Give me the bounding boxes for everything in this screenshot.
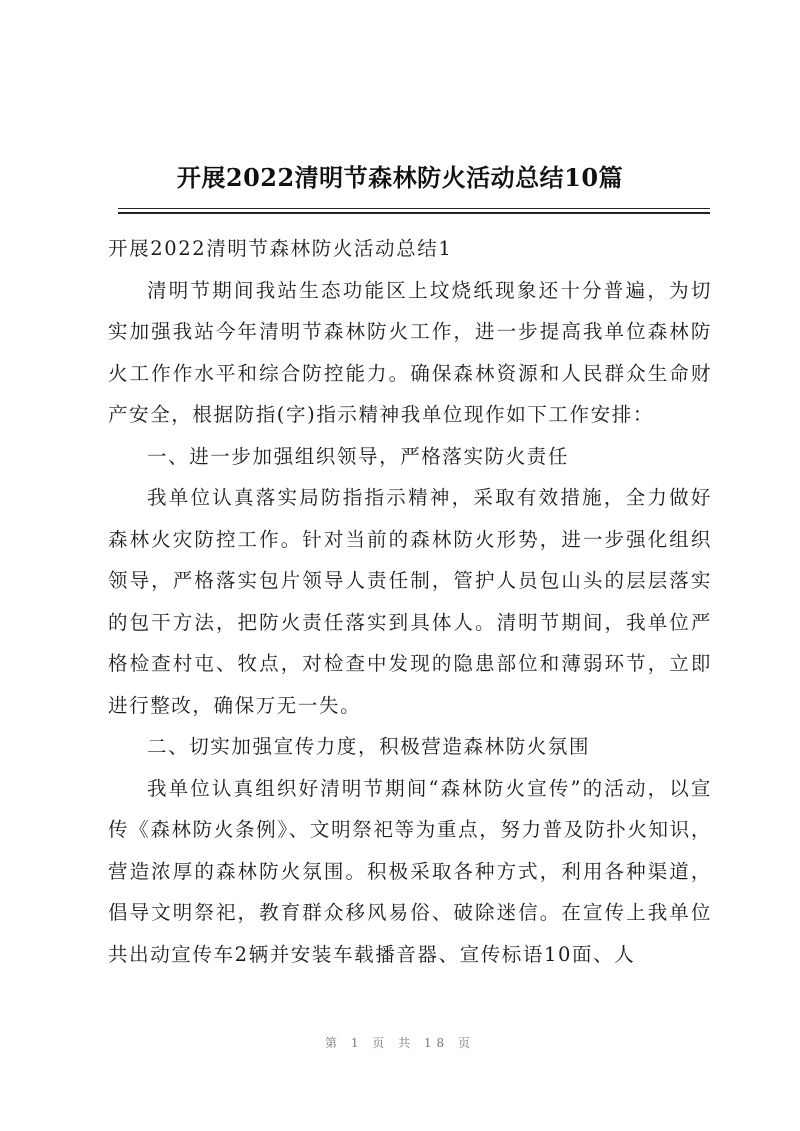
body-paragraph: 我单位认真组织好清明节期间“森林防火宣传”的活动，以宣传《森林防火条例》、文明祭祀等为重点，努力普及防扑火知识，营造浓厚的森林防火氛围。积极采取各种方式，利用各种渠道，倡导文明祭祀，教育群众移风易俗、破除迷信。在宣传上我单位共出动宣传车2辆并安装车载播音器、宣传标语10面、人	[108, 776, 712, 966]
title-divider-thin	[118, 208, 710, 209]
subsection-heading: 二、切实加强宣传力度，积极营造森林防火氛围	[147, 735, 591, 758]
body-paragraph: 清明节期间我站生态功能区上坟烧纸现象还十分普遍，为切实加强我站今年清明节森林防火工作，进一步提高我单位森林防火工作作水平和综合防控能力。确保森林资源和人民群众生命财产安全，根据防指(字)指示精神我单位现作如下工作安排：	[108, 278, 712, 426]
subsection-heading: 一、进一步加强组织领导，严格落实防火责任	[147, 444, 570, 468]
page-number-footer: 第 1 页 共 18 页	[325, 1036, 475, 1050]
section-heading: 开展2022清明节森林防火活动总结1	[108, 237, 453, 260]
document-body	[108, 228, 712, 975]
document-title: 开展2022清明节森林防火活动总结10篇	[176, 163, 624, 192]
body-paragraph: 我单位认真落实局防指指示精神，采取有效措施，全力做好森林火灾防控工作。针对当前的森林防火形势，进一步强化组织领导，严格落实包片领导人责任制，管护人员包山头的层层落实的包干方法，把防火责任落实到具体人。清明节期间，我单位严格检查村屯、牧点，对检查中发现的隐患部位和薄弱环节，立即进行整改，确保万无一失。	[108, 486, 712, 717]
title-divider-thick	[118, 212, 710, 214]
